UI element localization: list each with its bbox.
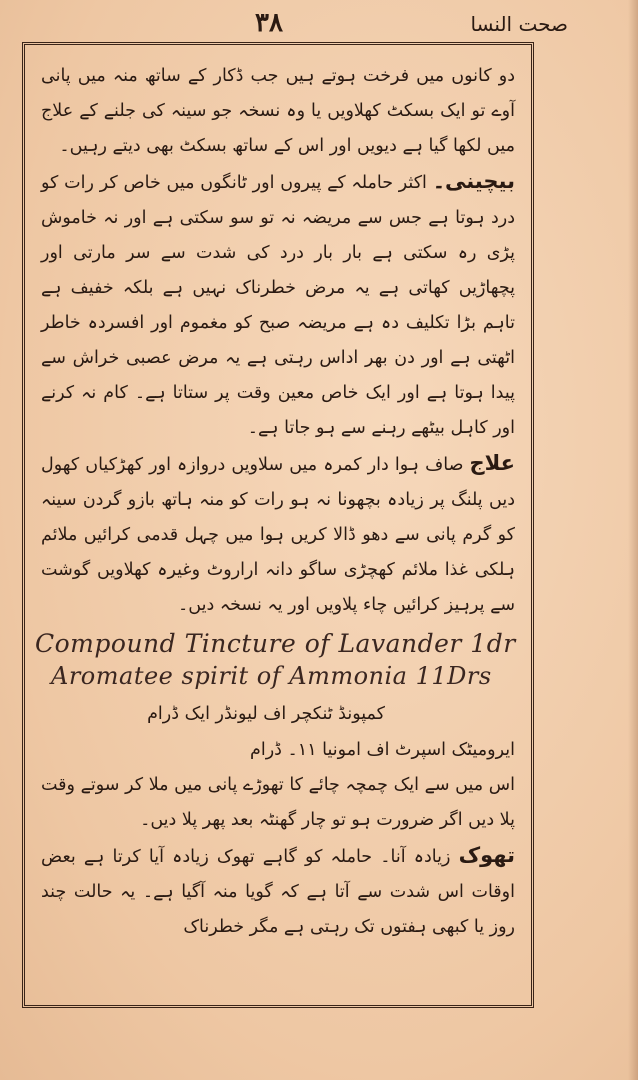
prescription-english-line-1: Compound Tincture of Lavander 1dr bbox=[35, 629, 516, 658]
paragraph-treatment-text: صاف ہوا دار کمرہ میں سلاویں دروازہ اور کھڑکیاں کھول دیں پلنگ پر زیادہ بچھونا نہ ہو رات کو منہ ہاتھ بازو گردن سینہ کو گرم پانی سے دھو ڈالا کریں ہوا میں چہل قدمی کرائیں ملائم ہلکی غذا ملائم کھچڑی ساگو دانہ اراروٹ وغیرہ کھلاویں گوشت سے پرہیز کرائیں چاء پلاویں اور یہ نسخہ دیں۔ bbox=[41, 455, 515, 615]
paragraph-dosage: اس میں سے ایک چمچہ چائے کا تھوڑے پانی میں ملا کر سوتے وقت پلا دیں اگر ضرورت ہو تو چار گھنٹہ بعد پھر پلا دیں۔ bbox=[41, 775, 515, 830]
paragraph-1: دو کانوں میں فرخت ہوتے ہیں جب ڈکار کے ساتھ منہ میں پانی آوے تو ایک بسکٹ کھلاویں یا وہ نسخہ جو سینہ کی جلنے کے علاج میں لکھا گیا ہے دیویں اور اس کے ساتھ بسکٹ بھی دیتے رہیں۔ bbox=[41, 66, 515, 156]
prescription-urdu-line-1: کمپونڈ ٹنکچر اف لیونڈر ایک ڈرام bbox=[147, 704, 385, 724]
paragraph-salivation-text: زیادہ آنا۔ حاملہ کو گاہے تھوک زیادہ آیا کرتا ہے بعض اوقات اس شدت سے آتا ہے کہ گویا منہ آگیا ہے۔ یہ حالت چند روز یا کبھی ہفتوں تک رہتی ہے مگر خطرناک bbox=[41, 847, 515, 937]
page-number: ۳۸ bbox=[255, 8, 283, 38]
running-title: صحت النسا bbox=[470, 12, 568, 36]
section-heading-restlessness: بیچینی۔ bbox=[432, 169, 515, 193]
paragraph-restlessness bbox=[41, 164, 515, 446]
text-frame bbox=[22, 42, 534, 1008]
prescription-english-line-2: Aromatee spirit of Ammonia 11Drs bbox=[51, 662, 492, 690]
paragraph-restlessness-text: اکثر حاملہ کے پیروں اور ٹانگوں میں خاص کر رات کو درد ہوتا ہے جس سے مریضہ نہ تو سو سکتی ہے اور نہ خاموش پڑی رہ سکتی ہے بار بار درد کی شدت سے سر مارتی اور پچھاڑیں کھاتی ہے یہ مرض خطرناک نہیں ہے بلکہ خفیف ہے تاہم بڑا تکلیف دہ ہے مریضہ صبح کو مغموم اور افسردہ خاطر اٹھتی ہے اور دن بھر اداس رہتی ہے یہ مرض عصبی خراش سے پیدا ہوتا ہے اور ایک خاص معین وقت پر ستاتا ہے۔ کام نہ کرنے اور کاہل بیٹھے رہنے سے ہو جاتا ہے۔ bbox=[41, 173, 515, 438]
page-edge-shadow bbox=[628, 0, 638, 1080]
paragraph-treatment bbox=[41, 446, 515, 623]
section-heading-salivation: تھوک bbox=[458, 843, 515, 867]
paragraph-salivation bbox=[41, 838, 515, 945]
prescription-urdu-line-2: ایرومیٹک اسپرٹ اف امونیا ۱۱۔ ڈرام bbox=[250, 740, 515, 760]
section-heading-treatment: علاج bbox=[469, 451, 515, 475]
page-header bbox=[0, 8, 638, 44]
